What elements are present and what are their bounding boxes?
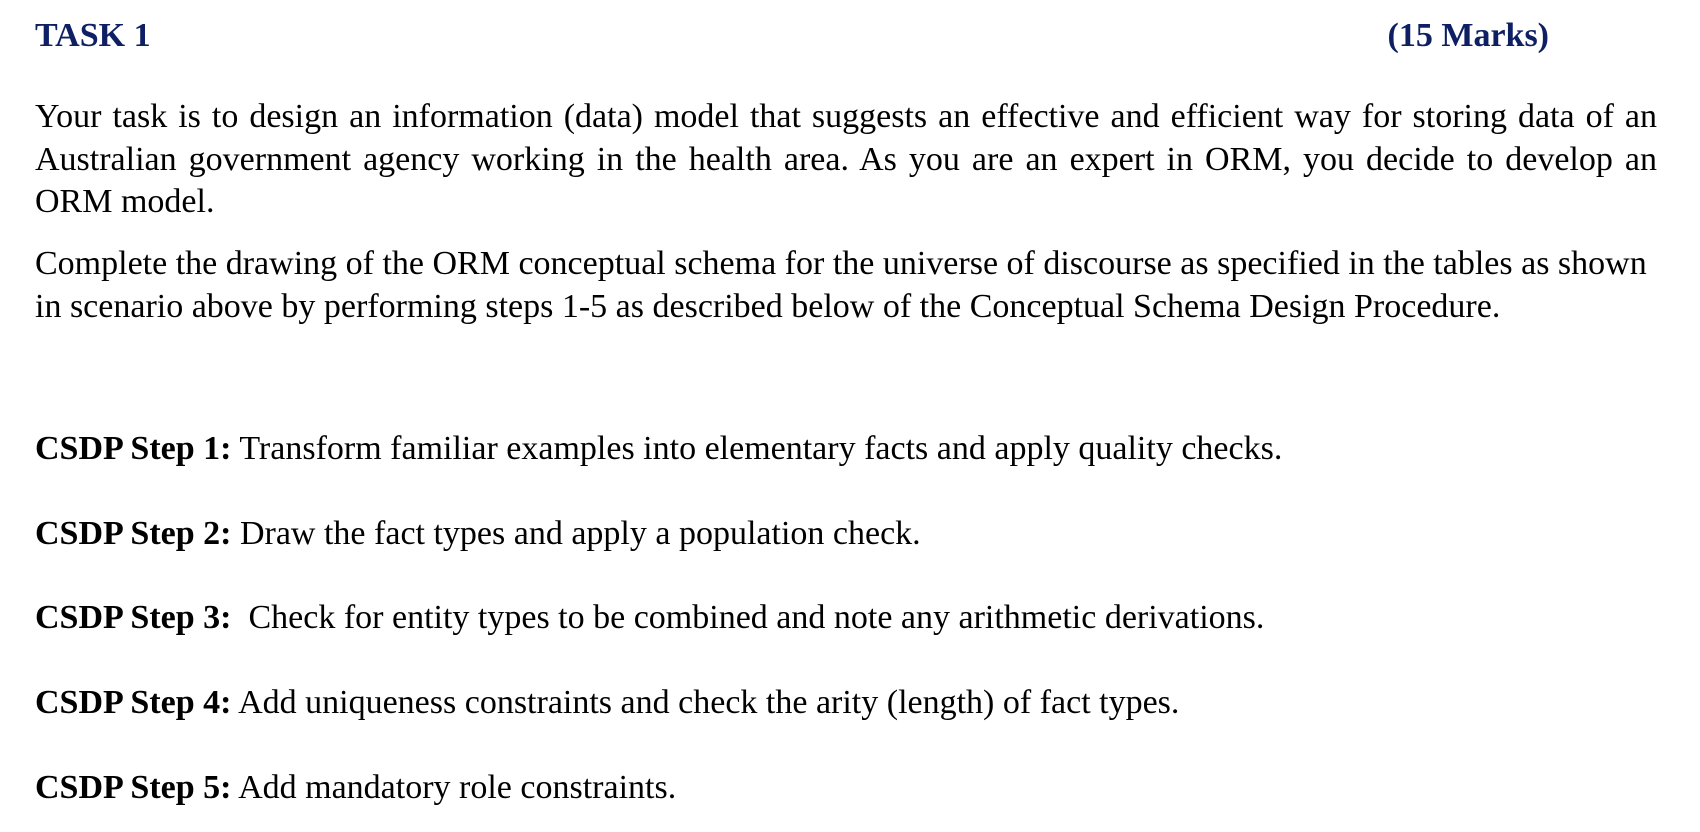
csdp-step-4-label: CSDP Step 4: (35, 684, 232, 721)
csdp-step-3-text: Check for entity types to be combined and note any arithmetic derivations. (231, 599, 1265, 636)
task-title: TASK 1 (35, 17, 151, 54)
csdp-step-3-label: CSDP Step 3: (35, 599, 232, 636)
csdp-step-5-text: Add mandatory role constraints. (231, 769, 677, 806)
csdp-step-2-text: Draw the fact types and apply a population check. (231, 515, 921, 552)
task-description-paragraph: Your task is to design an information (data) model that suggests an effective and efficient way for storing data of an Australian government agency working in the health area. As you are an expert in ORM, you decide to develop an ORM model. (35, 98, 1657, 220)
csdp-step-2 (35, 513, 921, 555)
csdp-step-1 (35, 428, 1282, 470)
csdp-step-2-label: CSDP Step 2: (35, 515, 232, 552)
task-instruction-paragraph: Complete the drawing of the ORM conceptual schema for the universe of discourse as specified in the tables as shown in scenario above by performing steps 1-5 as described below of the Conceptual Schema Design Procedure. (35, 245, 1647, 325)
csdp-step-4 (35, 682, 1179, 724)
task-header (35, 14, 1552, 58)
task-marks: (15 Marks) (1387, 17, 1549, 54)
csdp-step-5-label: CSDP Step 5: (35, 769, 232, 806)
csdp-step-4-text: Add uniqueness constraints and check the arity (length) of fact types. (231, 684, 1180, 721)
csdp-step-1-text: Transform familiar examples into elementary facts and apply quality checks. (231, 430, 1283, 467)
csdp-step-5 (35, 767, 676, 809)
csdp-step-3 (35, 597, 1264, 639)
csdp-step-1-label: CSDP Step 1: (35, 430, 232, 467)
